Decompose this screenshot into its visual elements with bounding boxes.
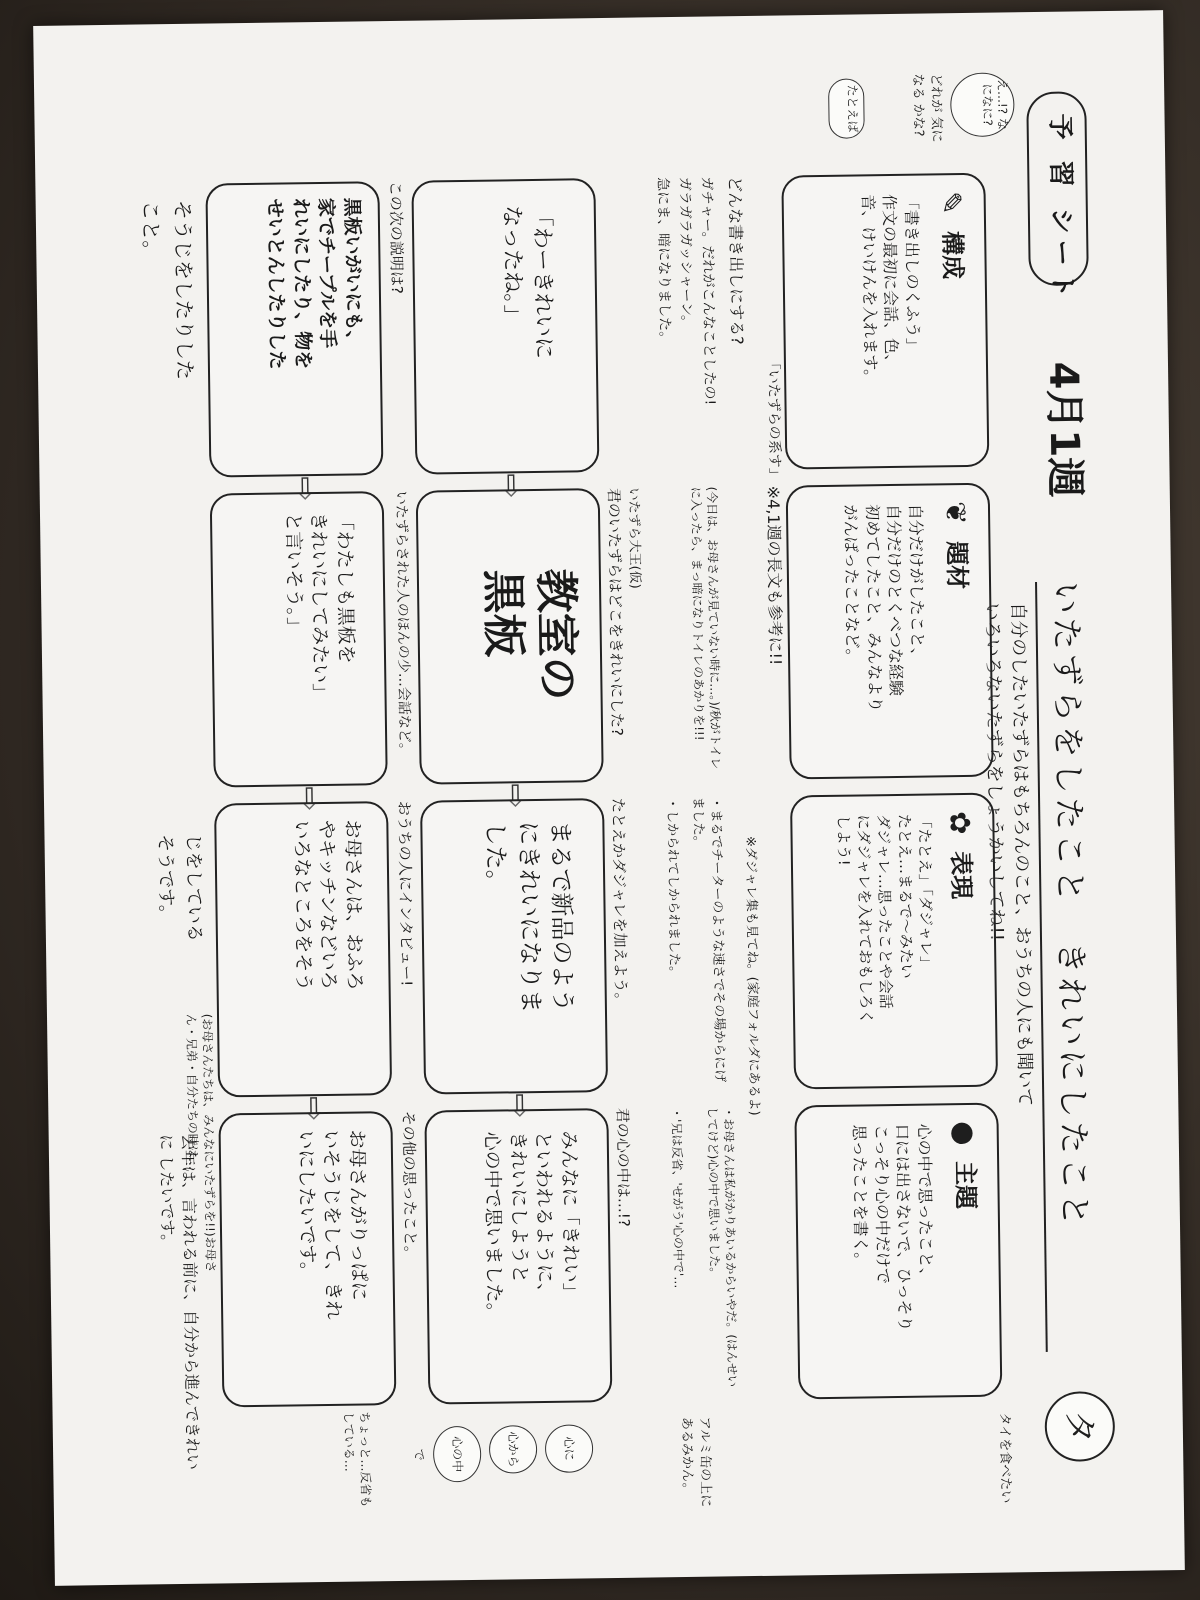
daizai-title: 題材	[942, 540, 972, 590]
arumi-note: アルミ缶の上にあるみかん。	[679, 1416, 713, 1508]
row1-e: ・まるでチーターのような速さでその場からにげました。	[690, 796, 727, 1083]
subtitle-line-1: 自分のしたいたずらはもちろんのこと、おうちの人にも聞いて	[1007, 602, 1036, 1107]
flower-icon: ✿	[943, 810, 977, 835]
circle-mark	[1044, 1391, 1115, 1462]
row3-c: 「わたしも黒板を きれいにしてみたい」 と言いそう。」	[281, 511, 358, 703]
arrow-right-6: ⇨	[296, 1095, 332, 1122]
row3-d: おうちの人にインタビュー!	[395, 800, 416, 987]
row3-e: お母さんは、おふろ やキッチンなどいろ いろなところをそう	[290, 819, 366, 992]
row1-label: どんな書き出しにする?	[725, 176, 747, 345]
bottom-line-4: そうです。	[154, 834, 177, 923]
row3-h: 去年は、言われる前に、自分から進んできれいに したいです。	[157, 1133, 203, 1471]
row2-d: みんなに「きれい」 といわれるように、 きれいにしようと 心の中で思いました。	[480, 1130, 583, 1322]
row3-g: お母さんがりっぱに いそうじをして、きれ いにしたいです。	[294, 1129, 370, 1320]
row3-label: この次の説明は?	[386, 180, 406, 295]
kinikaru-note: どれが 気になる かな?	[910, 73, 944, 143]
subtitle-line-2: いろいろないたずらをしょうかいしてね!!	[981, 602, 1008, 942]
week-label: 4月1週	[1039, 361, 1088, 498]
paper-sheet	[33, 10, 1185, 1586]
tatoeba-text: たとえば	[845, 84, 860, 133]
row1-f: ・しかられてしかられました。	[663, 797, 682, 980]
row1-c: 急にま、暗になりました。	[654, 177, 673, 346]
bottom-line-3: じをしている	[182, 833, 205, 942]
arrow-right-1: ⇨	[493, 473, 529, 499]
kokoro1-text: 心に	[561, 1436, 577, 1461]
row1-d: (今日は、お母さんが見ていない時に…。)/秋がトイレに入ったら、まっ暗になりトイレのあかりを!!!	[688, 486, 723, 770]
row2-b: 教室の 黒板	[477, 568, 583, 702]
apple-icon: ●	[947, 1120, 981, 1146]
kokoro3-text: 心の中で	[412, 1436, 465, 1473]
page-title: いたずらをしたこと きれいにしたこと	[1047, 581, 1095, 1230]
kousei-body: 「書き出しのくふう」 作文の最初に会話、色、 音、けいけんを入れます。	[858, 193, 923, 386]
row1-g: ・お母さんは私がかりあいるからいやだ。(はんせいしてけど)心の中で思いました。	[705, 1106, 740, 1388]
itazura-kaze-label: 「いたずらの系す」	[764, 355, 783, 482]
daizai-body: 自分だけがしたこと、 自分だけのとくべつな経験 初めてしたこと、みんなより がんばったことなど。	[841, 503, 928, 713]
eh-bubble	[950, 72, 1015, 137]
arrow-right-3: ⇨	[502, 1093, 538, 1119]
circle-mark-text: タ	[1058, 1409, 1100, 1444]
badge-label: 予 習 シート	[1044, 113, 1078, 304]
row1-b: ガラガラガッシャーン。	[676, 176, 695, 330]
arrow-right-5: ⇨	[291, 785, 328, 812]
row2-tatoe: たとえかダジャレを加えよう。	[609, 797, 630, 1008]
bottom-line-2: こと。	[138, 200, 164, 261]
row2-kimi: 君の心の中は…!?	[613, 1107, 633, 1227]
dajare-note: ※ダジャレ集も見てね。(家庭フォルダにあるよ)	[742, 835, 762, 1116]
kokoro3-bubble	[412, 1426, 482, 1483]
eh-text: え…!? なになに?	[980, 78, 1010, 131]
worksheet-rotated	[104, 61, 1134, 1535]
bottom-line-1: そうじをしたりした	[170, 199, 198, 381]
shudai-body: 心の中で思ったこと、 口には出さないで、ひっそり こっそり心の中だけで 思ったことを書く。	[849, 1123, 936, 1332]
row2-question: 君のいたずらはどこをきれいにした?	[604, 487, 627, 736]
leaf-icon: ❦	[938, 500, 973, 525]
week-note: ※4,1週の長文も参考に!!	[763, 485, 786, 666]
chotto-note: ちょっと…反省もしている…	[341, 1411, 373, 1508]
arrow-right-2: ⇨	[497, 783, 534, 809]
shudai-title: 主題	[951, 1160, 980, 1210]
row2-c: まるで新品のよう にきれいになりま した。	[481, 820, 577, 1014]
kokoro2-bubble	[489, 1425, 538, 1474]
row3-b: いたずらされた人のほんの少…会話など。	[392, 490, 413, 757]
pen-icon: ✎	[934, 190, 968, 215]
tai-note: タイを食べたい	[996, 1412, 1013, 1504]
hyogen-title: 表現	[946, 850, 976, 900]
kokoro2-text: 心から	[505, 1431, 521, 1468]
arrow-right-4: ⇨	[287, 475, 323, 502]
tatoeba-bubble	[828, 78, 865, 138]
row2-label: いたずら大王(仮)	[625, 487, 643, 589]
row1-h: ・'兄は反省、'せがう'心の中で'…	[669, 1106, 686, 1289]
kokoro1-bubble	[545, 1424, 594, 1473]
row3-a: 黒板いがいにも、 家でチープルを手 れいにしたり、物を せいとんしたりした	[263, 197, 365, 370]
row3-f: その他の思ったこと。	[399, 1110, 420, 1261]
row1-a: ガチャー。だれがこんなことしたの!	[698, 176, 718, 406]
row2-a: 「わーきれいに なったね。」	[499, 204, 556, 360]
kousei-title: 構成	[938, 230, 967, 280]
hyogen-body: 「たとえ」「ダジャレ」 たとえ…まるで～みたい ダジャレ…思ったことや会話 にダジャレを入れておもしろく しよう!	[834, 813, 936, 1025]
bottom-line-5: (お母さんたちは、みんなにいたずらを!!)お母さん・兄弟・自分たちの時は…	[183, 1013, 218, 1273]
